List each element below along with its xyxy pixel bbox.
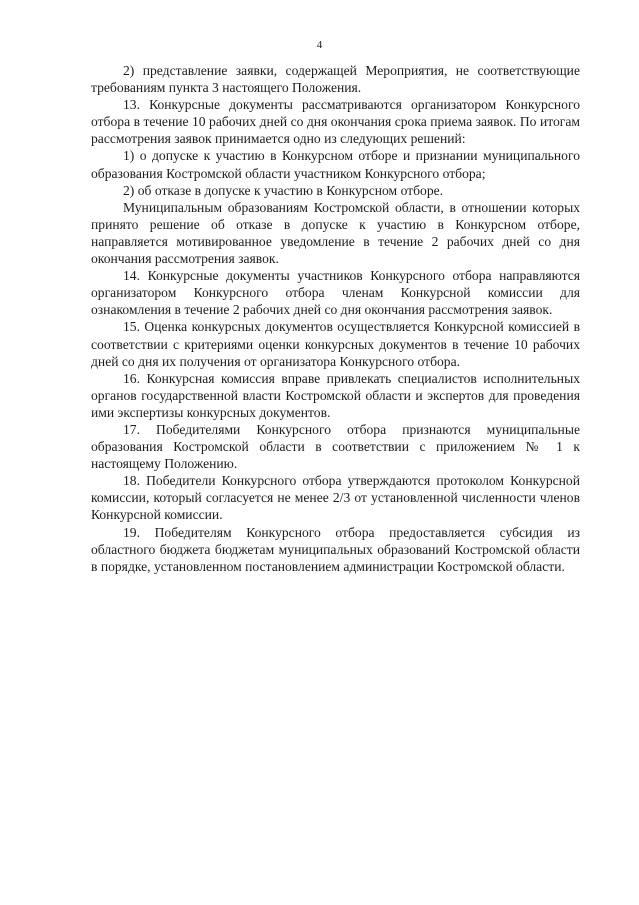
paragraph-14-forwarding: 14. Конкурсные документы участников Конкурсного отбора направляются организатором Конкурсного отбора членам Конкурсной комиссии для ознакомления в течение 2 рабочих дней со дня окончания рассмотрения заявок. [91,268,580,318]
paragraph-15-evaluation: 15. Оценка конкурсных документов осуществляется Конкурсной комиссией в соответствии с критериями оценки конкурсных документов в течение 10 рабочих дней со дня их получения от организатора Конкурсного отбора. [91,319,580,369]
paragraph-13-review: 13. Конкурсные документы рассматриваются организатором Конкурсного отбора в течение 10 рабочих дней со дня окончания срока приема заявок. По итогам рассмотрения заявок принимается одно из следующих решений: [91,97,580,147]
paragraph-18-approval: 18. Победители Конкурсного отбора утверждаются протоколом Конкурсной комиссии, который согласуется не менее 2/3 от установленной численности членов Конкурсной комиссии. [91,473,580,523]
document-body [91,62,580,575]
paragraph-19-subsidy: 19. Победителям Конкурсного отбора предоставляется субсидия из областного бюджета бюджетам муниципальных образований Костромской области в порядке, установленном постановлением администрации Костромской области. [91,524,580,574]
paragraph-refusal-notice: Муниципальным образованиям Костромской области, в отношении которых принято решение об отказе в допуске к участию в Конкурсном отборе, направляется мотивированное уведомление в течение 2 рабочих дней со дня окончания рассмотрения заявок. [91,199,580,267]
paragraph-item-2-rejection-reason: 2) представление заявки, содержащей Мероприятия, не соответствующие требованиям пункта 3 настоящего Положения. [91,63,580,96]
paragraph-17-winners: 17. Победителями Конкурсного отбора признаются муниципальные образования Костромской области в соответствии с приложением № 1 к настоящему Положению. [91,421,580,472]
paragraph-decision-admission: 1) о допуске к участию в Конкурсном отборе и признании муниципального образования Костромской области участником Конкурсного отбора; [91,148,580,181]
page-number: 4 [316,39,323,51]
paragraph-decision-refusal: 2) об отказе в допуске к участию в Конкурсном отборе. [123,182,444,198]
paragraph-16-experts: 16. Конкурсная комиссия вправе привлекать специалистов исполнительных органов государственной власти Костромской области и экспертов для проведения ими экспертизы конкурсных документов. [91,370,580,420]
